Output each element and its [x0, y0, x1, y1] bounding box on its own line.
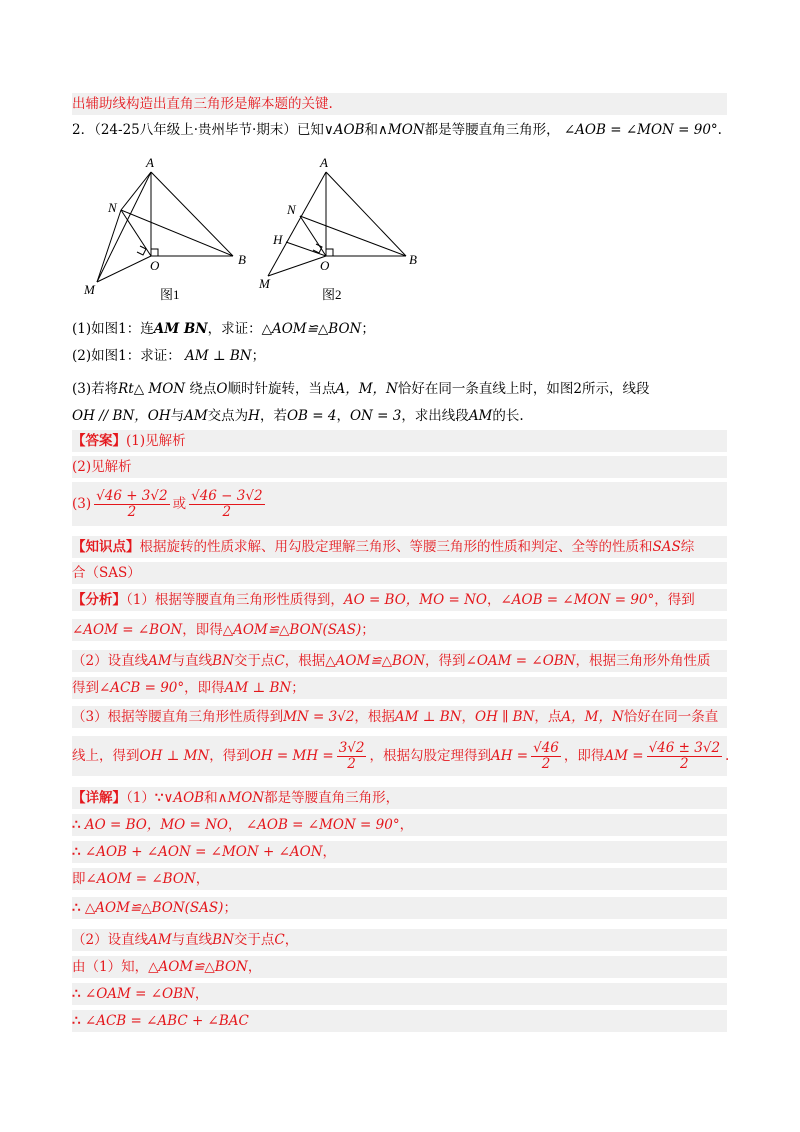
- detail-text: （2）设直线: [72, 932, 149, 948]
- answer-3: [72, 482, 727, 526]
- knowledge-tag: 【知识点】: [72, 539, 140, 555]
- detail-text: （1）: [126, 790, 155, 806]
- detail-line-9: [72, 1010, 727, 1032]
- analysis-text: 得到: [72, 680, 99, 696]
- detail-text: 由（1）知，: [72, 959, 149, 975]
- analysis-text: ，根据: [354, 709, 395, 725]
- knowledge-text: 根据旋转的性质求解、用勾股定理解三角形、等腰三角形的性质和判定、全等的性质和: [139, 539, 653, 555]
- q3-text: 顺时针旋转，当点: [227, 381, 336, 397]
- analysis-frac-oh: [337, 741, 367, 772]
- detail-tag: 【详解】: [72, 790, 126, 806]
- frac-den: 2: [347, 756, 356, 772]
- detail-line-8: [72, 983, 727, 1005]
- fig2-seg-am: [268, 172, 326, 276]
- analysis-tag: 【分析】: [72, 592, 126, 608]
- detail-text: ，: [195, 871, 210, 887]
- fig2-caption: 图2: [322, 287, 342, 302]
- detail-line-3: [72, 841, 727, 863]
- frac-num: √46 ± 3√2: [648, 740, 721, 756]
- analysis-math: C: [274, 653, 285, 669]
- analysis-math: △AOM≌△BON(SAS): [222, 622, 362, 638]
- analysis-p1-line-1: [72, 589, 727, 611]
- fig1-seg-nb: [121, 210, 233, 256]
- analysis-text: ，根据勾股定理得到: [369, 748, 491, 764]
- fig1-seg-mn: [97, 210, 121, 282]
- question-3-line-1: [72, 378, 727, 400]
- fig1-caption: 图1: [160, 287, 180, 302]
- analysis-text: ，: [486, 592, 501, 608]
- q1-segments: AM BN: [153, 321, 208, 337]
- detail-text: ，: [322, 844, 337, 860]
- detail-math: AO = BO，MO = NO: [84, 817, 229, 833]
- fig1-label-n: N: [108, 200, 117, 215]
- detail-math: BN: [212, 932, 234, 948]
- analysis-text: ；: [291, 680, 305, 696]
- fig2-label-o: O: [320, 258, 330, 273]
- detail-text: ，: [284, 932, 299, 948]
- stem-text: .: [717, 122, 722, 138]
- q3-text: 恰好在同一条直线上时，如图2所示，线段: [397, 381, 650, 397]
- fig1-label-b: B: [238, 252, 246, 267]
- fig2-seg-ab: [326, 172, 406, 256]
- analysis-text: ；: [361, 622, 375, 638]
- knowledge-text: 合（SAS）: [72, 565, 141, 581]
- analysis-math: AM ⊥ BN: [224, 680, 292, 696]
- q3-text: 交点为: [207, 408, 249, 424]
- fig2-seg-ho: [286, 242, 326, 256]
- analysis-math: OH ⊥ MN: [139, 748, 210, 764]
- detail-line-5: [72, 897, 727, 919]
- analysis-text: ，即得: [184, 680, 225, 696]
- analysis-text: .: [725, 748, 730, 764]
- knowledge-line-1: [72, 536, 727, 558]
- q3-rt-mon: Rt△ MON: [118, 381, 186, 397]
- analysis-math: △AOM≌△BON: [325, 653, 426, 669]
- fig1-right-angle-c: [137, 246, 146, 255]
- fig2-seg-nb: [300, 216, 406, 256]
- fig1-label-a: A: [146, 155, 154, 170]
- detail-math: AM: [148, 932, 172, 948]
- analysis-math: ∠AOB = ∠MON = 90°: [500, 592, 655, 608]
- knowledge-line-2: [72, 562, 727, 584]
- answer-1: [72, 430, 727, 452]
- analysis-p2-line-1: [72, 650, 727, 672]
- detail-text: 交于点: [233, 932, 275, 948]
- stem-text: 已知: [296, 122, 324, 138]
- detail-text: ，: [194, 986, 209, 1002]
- q1-end: ；: [361, 321, 375, 337]
- frac-num: √46 + 3√2: [96, 488, 168, 504]
- answer-2: [72, 456, 727, 478]
- q1-prefix: (1)如图1：连: [72, 321, 154, 337]
- fig2-label-b: B: [409, 252, 417, 267]
- detail-text: 都是等腰直角三角形，: [264, 790, 400, 806]
- fig2-right-angle-o: [326, 249, 333, 256]
- geometry-figures: [80, 152, 440, 307]
- analysis-p3-line-1: [72, 706, 727, 728]
- q3-points: A，M，N: [335, 381, 398, 397]
- detail-math: ∠AOB + ∠AON = ∠MON + ∠AON: [84, 844, 323, 860]
- q3-ob: OB = 4: [286, 408, 337, 424]
- fig1-seg-an: [121, 172, 151, 210]
- q2-expr: AM ⊥ BN: [185, 348, 252, 364]
- detail-text: ，: [399, 817, 414, 833]
- therefore-symbol: ∴: [72, 844, 81, 860]
- analysis-math: ∠OAM = ∠OBN: [465, 653, 576, 669]
- detail-text: ；: [223, 900, 237, 916]
- frac-den: 2: [541, 756, 551, 772]
- q3-text: ，: [336, 408, 350, 424]
- question-2: [72, 345, 727, 367]
- problem-source: （24-25八年级上·贵州毕节·期末）: [94, 122, 297, 138]
- analysis-p2-line-2: [72, 677, 727, 699]
- analysis-text: ，即得: [563, 748, 605, 764]
- fig1-seg-ab: [151, 172, 233, 256]
- detail-text: ，: [247, 959, 262, 975]
- fig2-label-n: N: [287, 202, 296, 217]
- analysis-text: ，得到: [654, 592, 695, 608]
- knowledge-text: 综: [680, 539, 695, 555]
- analysis-p3-line-2: [72, 736, 730, 776]
- q3-text: ，求出线段: [401, 408, 469, 424]
- fig1-seg-mo: [97, 256, 151, 282]
- problem-number: 2．: [72, 122, 95, 138]
- answer-or: 或: [172, 496, 187, 512]
- detail-text: 与直线: [171, 932, 213, 948]
- detail-math: △AOM≌△BON(SAS): [84, 900, 224, 916]
- analysis-math: OH ∥ BN: [475, 709, 535, 725]
- analysis-text: 恰好在同一条直: [623, 709, 719, 725]
- fig2-label-m: M: [259, 276, 270, 291]
- frac-num: √46: [533, 740, 559, 756]
- analysis-text: ，点: [534, 709, 562, 725]
- analysis-text: 与直线: [171, 653, 213, 669]
- analysis-math: AH =: [490, 748, 529, 764]
- analysis-text: 交于点: [233, 653, 275, 669]
- detail-math: ∠OAM = ∠OBN: [84, 986, 195, 1002]
- top-line-text: 出辅助线构造出直角三角形是解本题的关键.: [72, 96, 333, 112]
- therefore-symbol: ∴: [72, 900, 81, 916]
- analysis-text: ，根据三角形外角性质: [575, 653, 711, 669]
- detail-math: ∨AOB: [163, 790, 205, 806]
- triangle-aob: ∨AOB: [323, 122, 365, 138]
- analysis-p1-line-2: [72, 619, 727, 641]
- fig2-label-h: H: [273, 232, 283, 247]
- knowledge-sas: SAS: [652, 539, 681, 555]
- q2-end: ；: [251, 348, 266, 364]
- frac-num: 3√2: [338, 740, 365, 756]
- figures: [80, 152, 440, 311]
- analysis-math: AM ⊥ BN: [394, 709, 462, 725]
- q3-text: ，若: [259, 408, 287, 424]
- analysis-text: （2）设直线: [72, 653, 149, 669]
- q3-am: AM: [468, 408, 493, 424]
- analysis-math: OH = MH =: [249, 748, 334, 764]
- analysis-text: ，得到: [209, 748, 250, 764]
- analysis-frac-am: [647, 741, 722, 772]
- detail-math: △AOM≌△BON: [148, 959, 248, 975]
- detail-line-6: [72, 929, 727, 951]
- q3-am: AM: [184, 408, 208, 424]
- stem-text: 都是等腰直角三角形，: [424, 122, 560, 138]
- fig1-label-m: M: [84, 282, 95, 297]
- q3-point-o: O: [216, 381, 228, 397]
- q1-mid: ，求证：: [207, 321, 262, 337]
- question-1: [72, 318, 727, 340]
- detail-text: ，: [228, 817, 242, 833]
- answer-frac-1: [94, 489, 169, 520]
- analysis-text: ，得到: [425, 653, 466, 669]
- answer-3-prefix: (3): [72, 496, 92, 512]
- q3-text: (3)若将: [72, 381, 119, 397]
- therefore-symbol: ∴: [72, 1013, 81, 1029]
- fig1-right-angle-o: [151, 249, 158, 256]
- detail-line-4: [72, 868, 727, 890]
- triangle-mon: ∧MON: [377, 122, 425, 138]
- answer-1-text: (1)见解析: [126, 433, 186, 449]
- analysis-text: （3）根据等腰直角三角形性质得到: [72, 709, 284, 725]
- analysis-math: BN: [212, 653, 234, 669]
- problem-stem: [72, 119, 727, 141]
- analysis-math: A，M，N: [561, 709, 624, 725]
- fig2-seg-mo: [268, 256, 326, 276]
- analysis-math: AM: [148, 653, 172, 669]
- analysis-frac-ah: [531, 741, 561, 772]
- q2-prefix: (2)如图1：求证：: [72, 348, 181, 364]
- therefore-symbol: ∴: [72, 817, 81, 833]
- q3-oh-parallel: OH // BN，OH: [72, 408, 171, 424]
- q3-text: 绕点: [189, 381, 217, 397]
- detail-line-2: [72, 814, 727, 836]
- analysis-math: AM =: [604, 748, 644, 764]
- fig1-label-o: O: [150, 258, 160, 273]
- detail-text: 和: [204, 790, 218, 806]
- q3-h: H: [248, 408, 260, 424]
- detail-math: C: [274, 932, 285, 948]
- detail-math: ∠AOM = ∠BON: [85, 871, 196, 887]
- fig1-seg-am: [97, 172, 151, 282]
- because-symbol: ∵: [154, 790, 164, 806]
- answer-tag: 【答案】: [72, 433, 126, 449]
- q3-on: ON = 3: [349, 408, 402, 424]
- analysis-math: ∠ACB = 90°: [99, 680, 185, 696]
- analysis-text: （1）根据等腰直角三角形性质得到，: [126, 592, 344, 608]
- detail-math: ∠AOB = ∠MON = 90°: [245, 817, 400, 833]
- answer-frac-2: [189, 489, 264, 520]
- frac-den: 2: [680, 756, 689, 772]
- fig2-label-a: A: [320, 155, 328, 170]
- analysis-math: ∠AOM = ∠BON: [72, 622, 183, 638]
- analysis-text: ，根据: [284, 653, 326, 669]
- frac-den: 2: [222, 504, 232, 520]
- detail-text: 即: [72, 871, 86, 887]
- analysis-math: MN = 3√2: [283, 709, 355, 725]
- q3-text: 的长.: [492, 408, 524, 424]
- angle-condition: ∠AOB = ∠MON = 90°: [563, 122, 718, 138]
- q3-text: 与: [170, 408, 185, 424]
- detail-math: ∠ACB = ∠ABC + ∠BAC: [84, 1013, 249, 1029]
- analysis-text: 线上，得到: [72, 748, 140, 764]
- q1-expr: △AOM≌△BON: [261, 321, 362, 337]
- analysis-text: ，即得: [182, 622, 223, 638]
- stem-text: 和: [364, 122, 378, 138]
- analysis-math: AO = BO，MO = NO: [343, 592, 487, 608]
- detail-math: ∧MON: [217, 790, 265, 806]
- detail-line-1: [72, 787, 727, 809]
- answer-2-text: (2)见解析: [72, 459, 132, 475]
- analysis-text: ，: [461, 709, 475, 725]
- top-line: [72, 93, 727, 115]
- frac-den: 2: [127, 504, 137, 520]
- therefore-symbol: ∴: [72, 986, 81, 1002]
- question-3-line-2: [72, 405, 727, 427]
- frac-num: √46 − 3√2: [191, 488, 263, 504]
- detail-line-7: [72, 956, 727, 978]
